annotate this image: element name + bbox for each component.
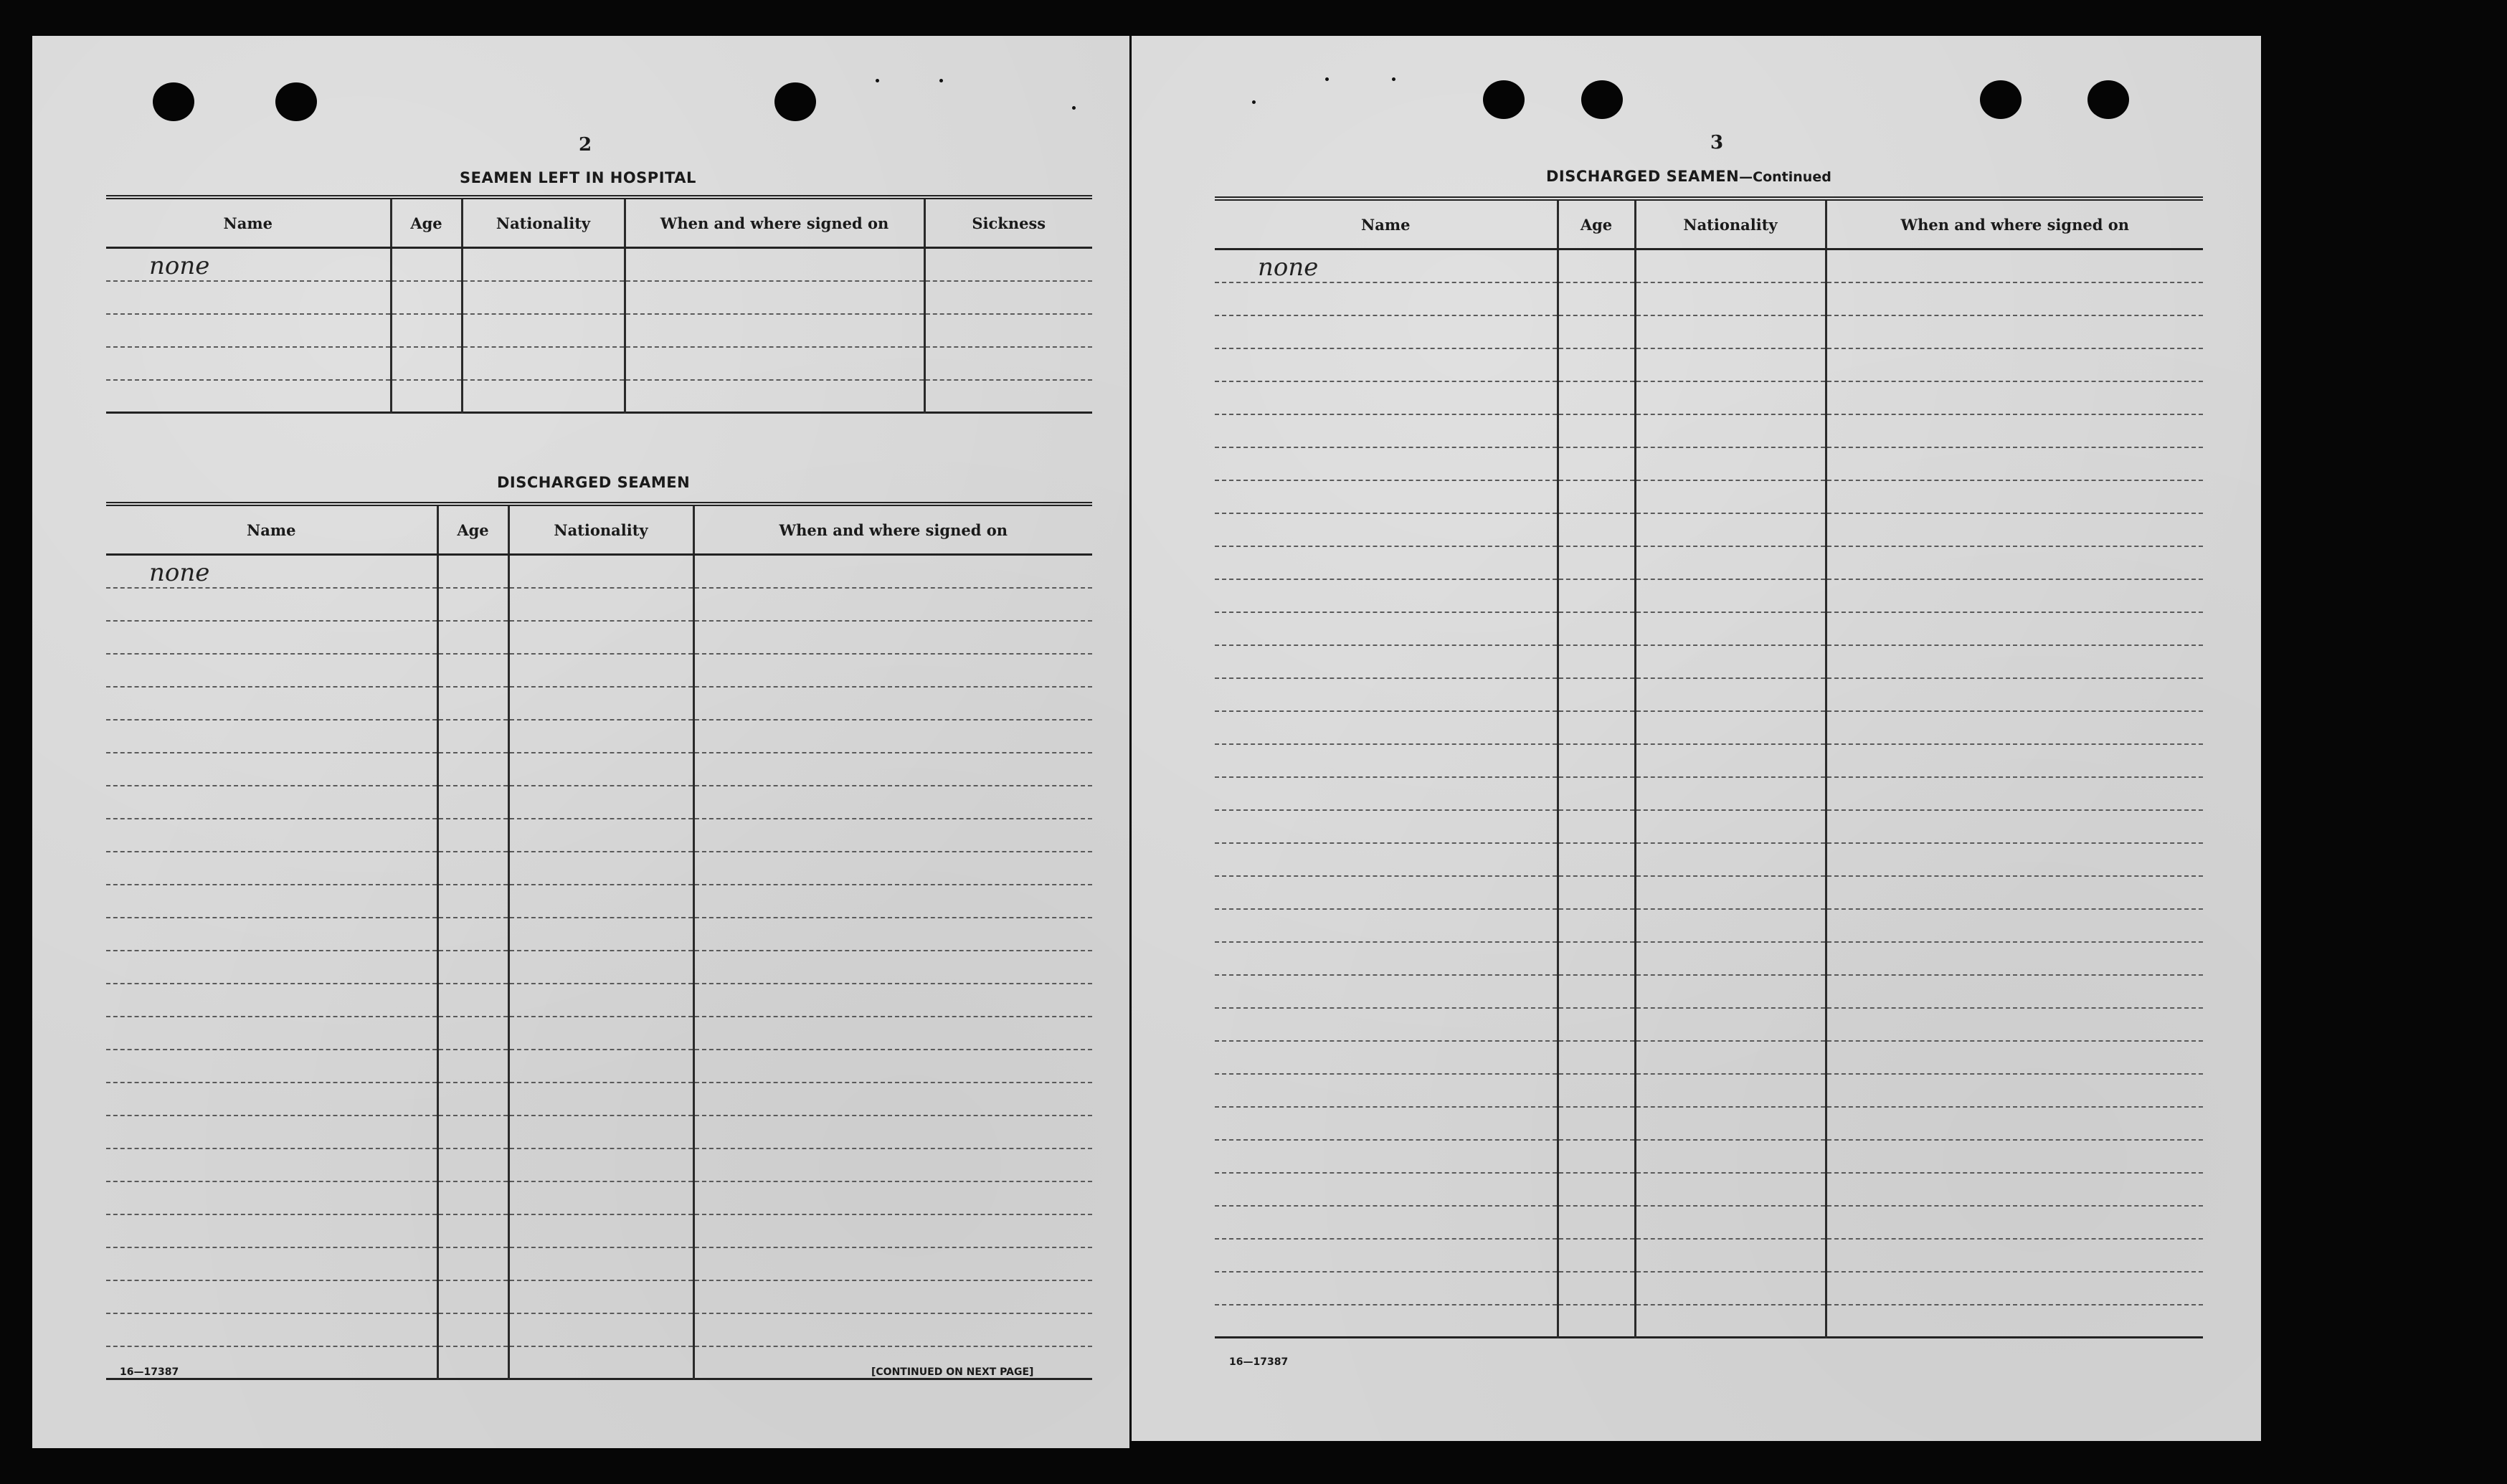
table-row <box>1215 843 2203 876</box>
table-row <box>106 1050 1092 1083</box>
table-row <box>106 720 1092 753</box>
table-row <box>106 1313 1092 1346</box>
column-header-age: Age <box>391 197 462 248</box>
punch-hole <box>275 82 317 121</box>
table-row <box>106 753 1092 786</box>
discharged-table-right <box>1215 196 2203 1338</box>
table-header-row <box>1215 199 2203 249</box>
table-row <box>1215 744 2203 777</box>
table-row <box>106 654 1092 687</box>
table-row <box>106 555 1092 588</box>
column-header-name: Name <box>1215 199 1558 249</box>
table-row <box>106 1148 1092 1181</box>
punch-hole <box>153 82 194 121</box>
hospital-section-title: SEAMEN LEFT IN HOSPITAL <box>460 169 696 186</box>
table-row <box>1215 249 2203 282</box>
table-row <box>106 786 1092 819</box>
table-row <box>1215 975 2203 1008</box>
table-row <box>1215 645 2203 678</box>
section-title-text: DISCHARGED SEAMEN <box>1546 168 1740 185</box>
table-row <box>1215 1074 2203 1107</box>
handwritten-entry: none <box>106 248 391 281</box>
punch-hole <box>2087 80 2129 119</box>
table-row <box>1215 381 2203 414</box>
table-row <box>106 1247 1092 1280</box>
ink-speck <box>939 79 943 82</box>
table-row <box>106 819 1092 852</box>
column-header-name: Name <box>106 504 437 555</box>
column-header-signed-on: When and where signed on <box>1826 199 2203 249</box>
ink-speck <box>1252 100 1256 104</box>
table-row <box>106 984 1092 1017</box>
column-header-signed-on: When and where signed on <box>625 197 924 248</box>
table-header-row <box>106 504 1092 555</box>
table-row <box>106 314 1092 347</box>
table-row <box>1215 1107 2203 1140</box>
table-row <box>1215 1173 2203 1206</box>
table-row <box>106 588 1092 621</box>
table-row <box>1215 810 2203 843</box>
table-row <box>1215 678 2203 711</box>
table-row <box>1215 282 2203 315</box>
table-row <box>1215 546 2203 579</box>
table-row <box>1215 1140 2203 1173</box>
table-row <box>1215 1041 2203 1074</box>
table-row <box>1215 513 2203 546</box>
table-row <box>106 380 1092 413</box>
table-row <box>1215 579 2203 612</box>
table-row <box>106 687 1092 720</box>
table-row <box>106 248 1092 281</box>
discharged-table-left <box>106 502 1092 1380</box>
ink-speck <box>1392 77 1395 81</box>
left-page <box>32 36 1129 1448</box>
page-number: 2 <box>579 134 592 156</box>
table-row <box>1215 447 2203 480</box>
column-header-age: Age <box>437 504 508 555</box>
right-page <box>1132 36 2261 1441</box>
form-number: 16—17387 <box>1229 1356 1289 1368</box>
form-number: 16—17387 <box>120 1366 179 1378</box>
table-row <box>106 1280 1092 1313</box>
table-row <box>106 885 1092 918</box>
column-header-nationality: Nationality <box>1635 199 1826 249</box>
table-row <box>1215 348 2203 381</box>
table-row <box>1215 876 2203 909</box>
page-number: 3 <box>1710 132 1724 153</box>
table-row <box>106 852 1092 885</box>
handwritten-entry: none <box>106 555 437 588</box>
handwritten-entry: none <box>1215 249 1558 282</box>
table-row <box>1215 315 2203 348</box>
table-row <box>106 347 1092 380</box>
column-header-name: Name <box>106 197 391 248</box>
table-row <box>1215 1305 2203 1338</box>
table-row <box>106 951 1092 984</box>
table-row <box>1215 1008 2203 1041</box>
table-row <box>1215 711 2203 744</box>
ink-speck <box>1325 77 1329 81</box>
ink-speck <box>1072 106 1076 110</box>
table-row <box>106 621 1092 654</box>
table-row <box>1215 612 2203 645</box>
column-header-nationality: Nationality <box>462 197 625 248</box>
table-row <box>1215 909 2203 942</box>
section-title-suffix: —Continued <box>1739 169 1831 185</box>
table-row <box>1215 414 2203 447</box>
table-row <box>1215 1206 2203 1239</box>
table-row <box>106 1214 1092 1247</box>
table-row <box>1215 1272 2203 1305</box>
table-row <box>106 1083 1092 1116</box>
table-row <box>1215 777 2203 810</box>
table-row <box>106 281 1092 314</box>
table-row <box>106 1181 1092 1214</box>
punch-hole <box>1483 80 1525 119</box>
punch-hole <box>1581 80 1623 119</box>
column-header-signed-on: When and where signed on <box>693 504 1092 555</box>
column-header-sickness: Sickness <box>924 197 1092 248</box>
column-header-nationality: Nationality <box>508 504 693 555</box>
table-row <box>106 1116 1092 1148</box>
ink-speck <box>876 79 879 82</box>
table-row <box>1215 942 2203 975</box>
continued-note: [CONTINUED ON NEXT PAGE] <box>871 1366 1034 1378</box>
punch-hole <box>774 82 816 121</box>
discharged-continued-title <box>1546 168 1831 185</box>
table-header-row <box>106 197 1092 248</box>
discharged-section-title: DISCHARGED SEAMEN <box>497 474 691 491</box>
table-row <box>1215 1239 2203 1272</box>
table-row <box>106 1017 1092 1050</box>
punch-hole <box>1980 80 2022 119</box>
column-header-age: Age <box>1558 199 1635 249</box>
hospital-table <box>106 195 1092 414</box>
table-row <box>106 918 1092 951</box>
table-row <box>1215 480 2203 513</box>
